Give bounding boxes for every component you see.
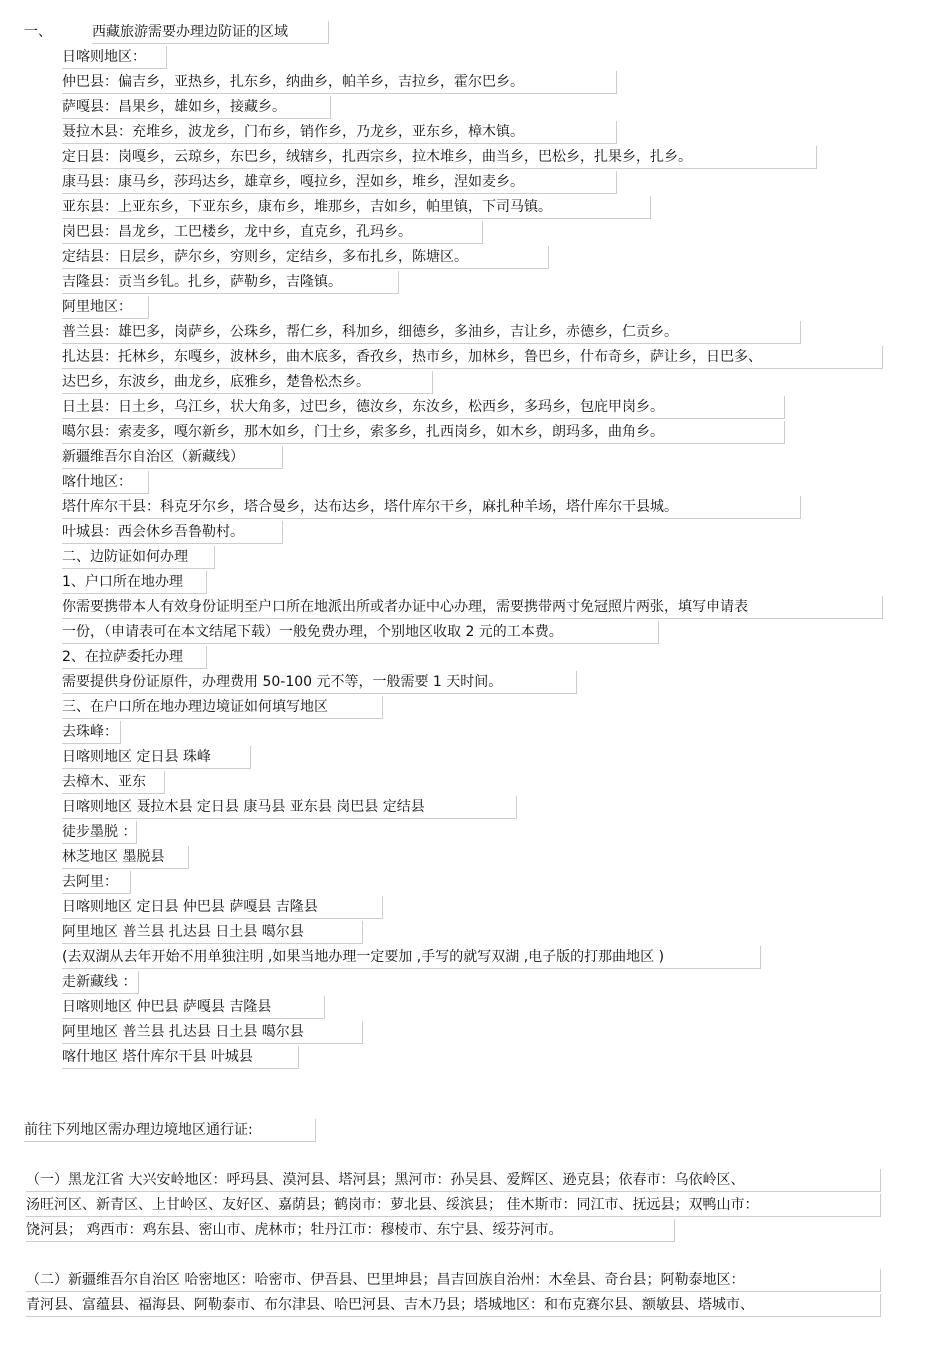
region-line: 定结县：日层乡，萨尔乡，穷则乡，定结乡，多布扎乡，陈塘区。 bbox=[62, 246, 549, 269]
fill-guide-line: 三、在户口所在地办理边境证如何填写地区 bbox=[62, 696, 383, 719]
paragraph-line: 青河县、富蕴县、福海县、阿勒泰市、布尔津县、哈巴河县、吉木乃县；塔城地区：和布克赛尔县、额敏县、塔城市、 bbox=[26, 1294, 881, 1317]
procedure-line: 二、边防证如何办理 bbox=[62, 546, 215, 569]
fill-guide-line: 去樟木、亚东 bbox=[62, 771, 165, 794]
fill-guide-line: 阿里地区 普兰县 扎达县 日土县 噶尔县 bbox=[62, 1021, 363, 1044]
region-line: 吉隆县：贡当乡钆。扎乡，萨勒乡，吉隆镇。 bbox=[62, 271, 399, 294]
region-line: 日土县：日土乡，乌江乡，状大角多，过巴乡，德汝乡，东汝乡，松西乡，多玛乡，包庇甲岗乡。 bbox=[62, 396, 785, 419]
region-line: 仲巴县：偏吉乡，亚热乡，扎东乡，纳曲乡，帕羊乡，吉拉乡，霍尔巴乡。 bbox=[62, 71, 617, 94]
region-line: 萨嘎县：昌果乡，雄如乡，接藏乡。 bbox=[62, 96, 331, 119]
paragraph-line: （二）新疆维吾尔自治区 哈密地区：哈密市、伊吾县、巴里坤县；昌吉回族自治州：木垒县、奇台县；阿勒泰地区： bbox=[26, 1269, 881, 1292]
region-line: 康马县：康马乡，莎玛达乡，雄章乡，嘎拉乡，涅如乡，堆乡，涅如麦乡。 bbox=[62, 171, 617, 194]
fill-guide-line: 林芝地区 墨脱县 bbox=[62, 846, 189, 869]
fill-guide-line: 日喀则地区 仲巴县 萨嘎县 吉隆县 bbox=[62, 996, 325, 1019]
fill-guide-line: (去双湖从去年开始不用单独注明 ,如果当地办理一定要加 ,手写的就写双湖 ,电子版的打那曲地区 ) bbox=[62, 946, 761, 969]
fill-guide-line: 阿里地区 普兰县 扎达县 日土县 噶尔县 bbox=[62, 921, 363, 944]
region-line: 聂拉木县：充堆乡，波龙乡，门布乡，销作乡，乃龙乡，亚东乡，樟木镇。 bbox=[62, 121, 617, 144]
paragraph-line: （一）黑龙江省 大兴安岭地区：呼玛县、漠河县、塔河县；黑河市：孙吴县、爱辉区、逊克县；依春市：乌依岭区、 bbox=[26, 1169, 881, 1192]
fill-guide-line: 日喀则地区 定日县 珠峰 bbox=[62, 746, 251, 769]
region-line: 扎达县：托林乡，东嘎乡，波林乡，曲木底多，香孜乡，热市乡，加林乡，鲁巴乡，什布奇乡，萨让乡，日巴多、 bbox=[62, 346, 883, 369]
fill-guide-line: 日喀则地区 聂拉木县 定日县 康马县 亚东县 岗巴县 定结县 bbox=[62, 796, 517, 819]
region-line: 普兰县：雄巴多，岗萨乡，公珠乡，帮仁乡，科加乡，细德乡，多油乡，吉让乡，赤德乡，仁贡乡。 bbox=[62, 321, 801, 344]
section-marker: 一、 bbox=[24, 24, 52, 40]
procedure-line: 你需要携带本人有效身份证明至户口所在地派出所或者办证中心办理，需要携带两寸免冠照片两张，填写申请表 bbox=[62, 596, 883, 619]
region-line: 岗巴县：昌龙乡，工巴楼乡，龙中乡，直克乡，孔玛乡。 bbox=[62, 221, 483, 244]
fill-guide-line: 日喀则地区 定日县 仲巴县 萨嘎县 吉隆县 bbox=[62, 896, 383, 919]
procedure-line: 2、在拉萨委托办理 bbox=[62, 646, 207, 669]
fill-guide-line: 去阿里： bbox=[62, 871, 131, 894]
paragraph-line: 汤旺河区、新青区、上甘岭区、友好区、嘉荫县；鹤岗市：萝北县、绥滨县； 佳木斯市：同江市、抚远县；双鸭山市： bbox=[26, 1194, 881, 1217]
region-line: 亚东县：上亚东乡，下亚东乡，康布乡，堆那乡，吉如乡，帕里镇，下司马镇。 bbox=[62, 196, 651, 219]
procedure-line: 一份，（申请表可在本文结尾下载）一般免费办理，个别地区收取 2 元的工本费。 bbox=[62, 621, 659, 644]
fill-guide-line: 去珠峰： bbox=[62, 721, 121, 744]
section-heading: 西藏旅游需要办理边防证的区域 bbox=[92, 21, 329, 44]
region-line: 叶城县：西会休乡吾鲁勒村。 bbox=[62, 521, 283, 544]
region-line: 喀什地区： bbox=[62, 471, 149, 494]
region-line: 达巴乡，东波乡，曲龙乡，底雅乡，楚鲁松杰乡。 bbox=[62, 371, 433, 394]
region-line: 新疆维吾尔自治区（新藏线） bbox=[62, 446, 283, 469]
region-line: 噶尔县：索麦多，嘎尔新乡，那木如乡，门士乡，索多乡，扎西岗乡，如木乡，朗玛多，曲角乡。 bbox=[62, 421, 785, 444]
region-line: 定日县：岗嘎乡，云琼乡，东巴乡，绒辖乡，扎西宗乡，拉木堆乡，曲当乡，巴松乡，扎果乡，扎乡。 bbox=[62, 146, 817, 169]
procedure-line: 1、户口所在地办理 bbox=[62, 571, 207, 594]
fill-guide-line: 徒步墨脱 ： bbox=[62, 821, 137, 844]
region-line: 阿里地区： bbox=[62, 296, 149, 319]
permit-intro: 前往下列地区需办理边境地区通行证: bbox=[24, 1119, 316, 1142]
region-line: 日喀则地区： bbox=[62, 46, 167, 69]
fill-guide-line: 走新藏线 ： bbox=[62, 971, 139, 994]
fill-guide-line: 喀什地区 塔什库尔干县 叶城县 bbox=[62, 1046, 299, 1069]
region-line: 塔什库尔干县：科克牙尔乡，塔合曼乡，达布达乡，塔什库尔干乡，麻扎种羊场，塔什库尔干县城。 bbox=[62, 496, 801, 519]
paragraph-line: 饶河县； 鸡西市：鸡东县、密山市、虎林市；牡丹江市：穆棱市、东宁县、绥芬河市。 bbox=[26, 1219, 675, 1242]
procedure-line: 需要提供身份证原件，办理费用 50-100 元不等，一般需要 1 天时间。 bbox=[62, 671, 577, 694]
